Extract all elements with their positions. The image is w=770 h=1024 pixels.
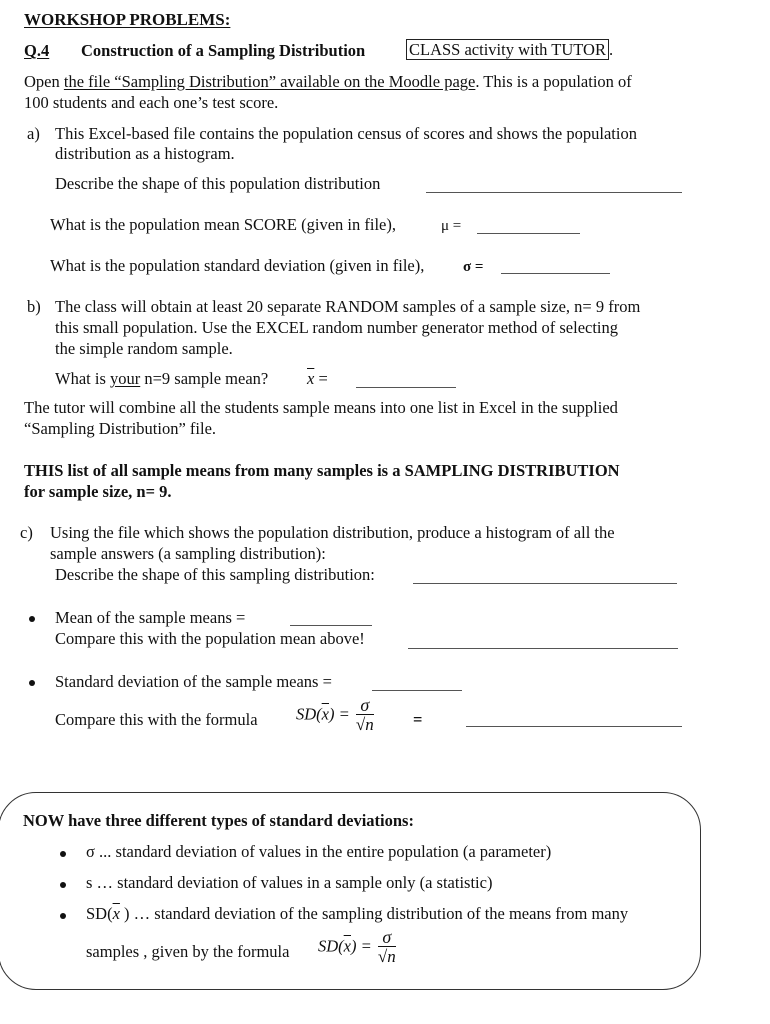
sample-mean-answer-field[interactable] — [356, 387, 456, 388]
part-a-mean-question: What is the population mean SCORE (given in file), — [50, 215, 396, 234]
formula-equals: = — [413, 710, 423, 729]
part-a-line-2: distribution as a histogram. — [55, 144, 235, 163]
callout-formula-lhs: SD( — [318, 936, 344, 956]
part-c-line-1: Using the file which shows the population distribution, produce a histogram of all the — [50, 523, 615, 542]
part-b-question — [55, 369, 268, 389]
question-title: Construction of a Sampling Distribution — [81, 41, 366, 60]
part-a-sd-question: What is the population standard deviation (given in file), — [50, 256, 425, 275]
q-post: n=9 sample mean? — [140, 369, 269, 388]
bullet-icon — [29, 680, 35, 686]
bullet-icon — [29, 616, 35, 622]
callout-item-sd-xbar — [86, 904, 628, 924]
part-b-line-3: the simple random sample. — [55, 339, 233, 358]
question-number: Q.4 — [24, 41, 50, 60]
callout-sd-formula — [318, 928, 396, 967]
intro-post: . This is a population of — [475, 72, 632, 91]
formula-xbar: $\overline{x}$ — [321, 704, 329, 724]
part-c-shape-question: Describe the shape of this sampling distribution: — [55, 565, 375, 584]
item3-text: ) … standard deviation of the sampling distribution of the means from many — [119, 904, 629, 923]
population-sd-answer-field[interactable] — [501, 273, 610, 274]
item3-xbar: $\overline{x}$ — [112, 904, 120, 923]
intro-line-2: 100 students and each one’s test score. — [24, 93, 279, 112]
callout-title: NOW have three different types of standard deviations: — [23, 811, 414, 830]
formula-lhs: SD( — [296, 704, 322, 724]
part-b-line-2: this small population. Use the EXCEL random number generator method of selecting — [55, 318, 619, 337]
part-c-line-2: sample answers (a sampling distribution): — [50, 544, 326, 563]
callout-frac-num: σ — [378, 928, 396, 947]
part-b-label: b) — [27, 297, 41, 316]
mean-of-sample-means-answer-field[interactable] — [290, 625, 372, 626]
callout-item-sigma: σ ... standard deviation of values in the entire population (a parameter) — [86, 842, 552, 861]
sd-of-sample-means-answer-field[interactable] — [372, 690, 462, 691]
q-your: your — [110, 369, 141, 388]
intro-pre: Open — [24, 72, 64, 91]
boxed-suffix: . — [608, 40, 614, 59]
part-a-label: a) — [27, 124, 40, 143]
moodle-file-link[interactable]: the file “Sampling Distribution” available on the Moodle page — [63, 72, 476, 91]
frac-den: √n — [355, 715, 374, 734]
callout-formula-xbar: $\overline{x}$ — [343, 936, 351, 956]
xbar-symbol — [307, 369, 328, 389]
class-activity-label — [406, 40, 613, 60]
mu-symbol: μ = — [441, 218, 462, 234]
q-pre: What is — [55, 369, 110, 388]
bullet-icon — [60, 913, 66, 919]
intro-line-1 — [24, 72, 632, 92]
callout-sigma-over-root-n — [378, 928, 396, 967]
population-mean-answer-field[interactable] — [477, 233, 580, 234]
emphasis-line-1: THIS list of all sample means from many samples is a SAMPLING DISTRIBUTION — [24, 461, 620, 480]
xbar-x: $\overline{x}$ — [307, 369, 315, 388]
callout-frac-den: √n — [377, 947, 396, 966]
page-title: WORKSHOP PROBLEMS: — [24, 10, 231, 29]
boxed-label: CLASS activity with TUTOR — [406, 39, 609, 60]
compare-formula-label: Compare this with the formula — [55, 710, 258, 729]
formula-compare-answer-field[interactable] — [466, 726, 682, 727]
sigma-over-root-n — [356, 696, 374, 735]
sigma-symbol: σ = — [463, 259, 484, 275]
compare-mean-label: Compare this with the population mean above! — [55, 629, 365, 648]
formula-rhs: ) = — [329, 704, 350, 724]
emphasis-line-2: for sample size, n= 9. — [24, 482, 172, 501]
tutor-note-line-1: The tutor will combine all the students sample means into one list in Excel in the supplied — [24, 398, 618, 417]
item3-pre: SD( — [86, 904, 113, 923]
sd-formula — [296, 696, 374, 735]
tutor-note-line-2: “Sampling Distribution” file. — [24, 419, 217, 438]
mean-of-sample-means-label: Mean of the sample means = — [55, 608, 246, 627]
part-b-line-1: The class will obtain at least 20 separate RANDOM samples of a sample size, n= 9 from — [55, 297, 641, 316]
bullet-icon — [60, 851, 66, 857]
frac-num: σ — [356, 696, 374, 715]
callout-formula-rhs: ) = — [351, 936, 372, 956]
sampling-shape-answer-field[interactable] — [413, 583, 677, 584]
population-shape-answer-field[interactable] — [426, 192, 682, 193]
callout-formula-line: samples , given by the formula — [86, 942, 290, 961]
part-a-shape-question: Describe the shape of this population distribution — [55, 174, 381, 193]
compare-mean-answer-field[interactable] — [408, 648, 678, 649]
part-a-line-1: This Excel-based file contains the population census of scores and shows the population — [55, 124, 637, 143]
sd-of-sample-means-label: Standard deviation of the sample means = — [55, 672, 332, 691]
callout-item-s: s … standard deviation of values in a sample only (a statistic) — [86, 873, 493, 892]
bullet-icon — [60, 882, 66, 888]
xbar-eq: = — [314, 369, 328, 388]
part-c-label: c) — [20, 523, 33, 542]
